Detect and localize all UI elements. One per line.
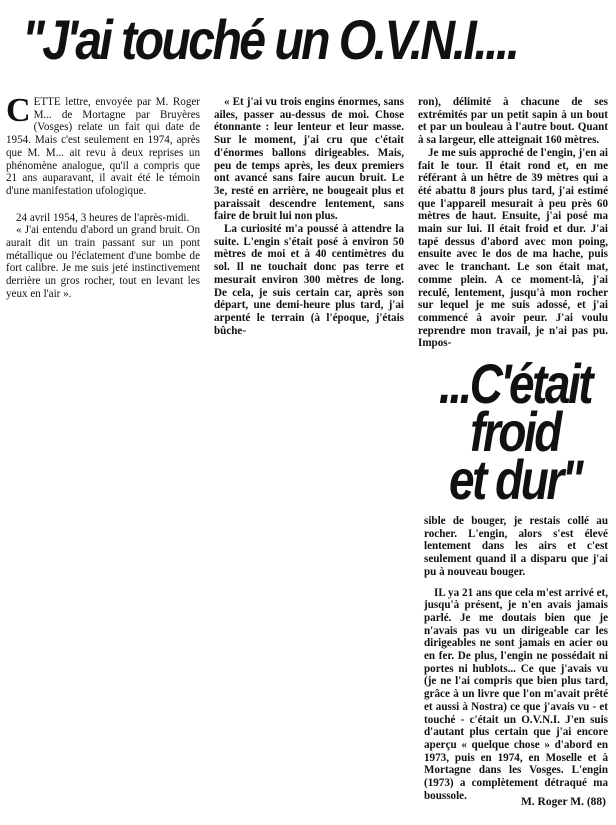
drop-cap: C (6, 92, 31, 129)
signature: M. Roger M. (88) (520, 796, 606, 808)
column-4 (424, 515, 608, 802)
pull-quote (437, 352, 593, 511)
column-3 (418, 96, 608, 350)
paragraph: « Et j'ai vu trois engins énormes, sans ailes, passer au-dessus de moi. Chose étonnante : leur lenteur et leur masse. Sur le moment, j'ai cru que c'était d'énormes ballons dirigeables. Mais, peu de temps après, les deux premiers ont avancé sans faire aucun bruit. Le 3e, resté en arrière, ne bougeait plus et paraissait descendre lentement, sans faire de bruit lui non plus. (214, 96, 404, 223)
paragraph: sible de bouger, je restais collé au rocher. L'engin, alors s'est élevé lentement dans les airs et c'est seulement quand il a disparu que j'ai pu à nouveau bouger. (424, 515, 608, 578)
paragraph: Je me suis approché de l'engin, j'en ai fait le tour. Il était rond et, en me référant à un hêtre de 39 mètres qui a été abattu 8 jours plus tard, j'ai estimé que l'appareil mesurait à peu près 60 mètres de haut. Ensuite, j'ai posé ma main sur lui. Il était froid et dur. J'ai tapé dessus d'abord avec mon poing, ensuite avec le dos de ma hache, puis avec le tranchant. Le son était mat, comme plein. A ce moment-là, j'ai reculé, lentement, jusqu'à mon rocher sur lequel je me suis adossé, et j'ai commencé à avoir peur. J'ai voulu reprendre mon travail, je n'ai pas pu. Impos- (418, 146, 608, 350)
paragraph: « J'ai entendu d'abord un grand bruit. On aurait dit un train passant sur un pont métallique ou l'éclatement d'une bombe de fort calibre. Je me suis jeté instinctivement derrière un gros rocher, tout en levant les yeux en l'air ». (6, 224, 200, 300)
intro-paragraph (6, 92, 200, 198)
pull-quote-line: froid (470, 400, 560, 463)
pull-quote-line: ...C'était (438, 352, 592, 415)
date-line: 24 avril 1954, 3 heures de l'après-midi. (16, 211, 190, 224)
paragraph: ron), délimité à chacune de ses extrémités par un petit sapin à un bout et par un bouleau à l'autre bout. Quant à sa largeur, elle atteignait 160 mètres. (418, 96, 608, 147)
column-1 (6, 92, 200, 301)
pull-quote-line: et dur" (448, 448, 582, 511)
paragraph: La curiosité m'a poussé à attendre la suite. L'engin s'était posé à environ 50 mètres de moi et à 40 centimètres du sol. Il ne touchait donc pas terre et mesurait environ 300 mètres de long. De cela, je suis certain car, après son départ, une demi-heure plus tard, j'ai arpenté le terrain (à l'époque, j'étais bûche- (214, 223, 404, 337)
intro-text: ETTE lettre, envoyée par M. Roger M... de Mortagne par Bruyères (Vosges) relate un fait qui date de 1954. Mais c'est seulement en 1974, après que M. M... ait revu à deux reprises un phénomène analogue, qu'il a compris que 21 ans auparavant, il avait été le témoin d'une manifestation ufologique. (6, 96, 200, 197)
column-2 (214, 96, 404, 337)
article-headline: "J'ai touché un O.V.N.I.... (22, 8, 518, 71)
paragraph: IL ya 21 ans que cela m'est arrivé et, jusqu'à présent, je n'en avais jamais parlé. Je me doutais bien que je n'avais pas vu un dirigeable car les dirigeables ne sont jamais en acier ou en fer. De plus, l'engin ne possédait ni portes ni hublots... Ce que j'avais vu (je ne l'ai compris que bien plus tard, grâce à un livre que l'on m'avait prêté et aussi à Nostra) ce que j'avais vu - et touché - c'était un O.V.N.I. J'en suis d'autant plus certain que j'ai encore aperçu « quelque chose » d'abord en 1973, puis en 1974, en Moselle et à Mortagne dans les Vosges. L'engin (1973) a complètement détraqué ma boussole. (424, 586, 608, 802)
